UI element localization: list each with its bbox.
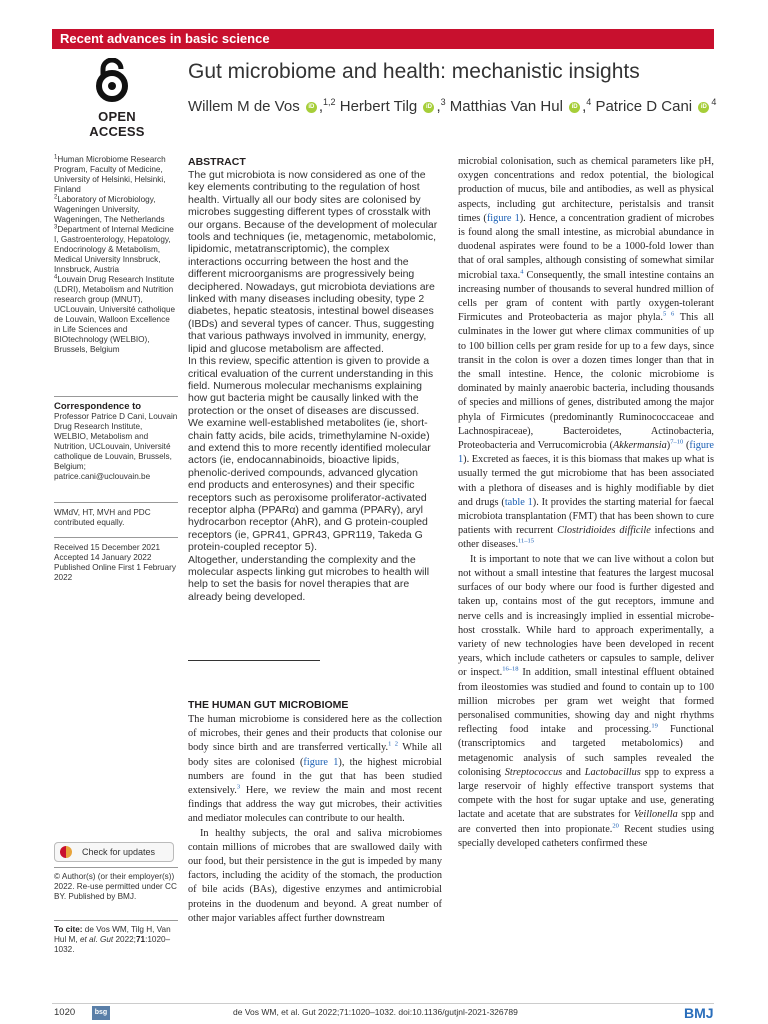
bmj-logo: BMJ [684,1005,714,1021]
cite-volume: 71 [135,935,146,944]
correspondence [54,402,178,482]
text-run: and [562,766,585,778]
text-run: This all culminates in the lower gut where climax communities of up to 100 billion cells per gram reside for up to a few days, since transit in the colon is over a dozen times longer than that in the small intestine. Hence, the colonic microbiome is dominated by mainly anaerobic bacteria, including thousands of species and millions of genes, distributed among the major phyla of Firmicutes (predominantly Ruminococcaceae and Lachnospiraceae), Bacteroidetes, Actinobacteria, Proteobacteria and Verrucomicrobia ( [458,312,715,452]
body-column-left [188,713,442,926]
author-name[interactable]: Herbert Tilg [339,98,418,115]
affiliation-text: Laboratory of Microbiology, Wageningen University, Wageningen, The Netherlands [54,195,165,224]
text-run: The human microbiome is considered here as the collection of microbes, their genes and their products that colonise our body since birth and are transferred vertically. [188,714,442,754]
text-run: While all body sites are colonised ( [188,742,442,768]
abstract-paragraph: The gut microbiota is now considered as one of the key elements contributing to the regulation of host health. Virtually all our body sites are colonised by microbes suggesting different types of crosstalk with our organs. Because of the development of molecular tools and techniques (ie, metagenomic, metabolomic, lipidomic, metatranscriptomic), the complex interactions occurring between the host and the different microorganisms are progressively being deciphered. Nowadays, gut microbiota deviations are linked with many diseases including obesity, type 2 diabetes, hepatic steatosis, intestinal bowel diseases (IBDs) and several types of cancer. Thus, suggesting that various pathways involved in immunity, energy, lipid and glucose metabolism are affected. [188,169,438,355]
divider [54,396,178,397]
orcid-icon[interactable]: iD [569,102,580,113]
cite-journal: Gut [99,935,114,944]
reference-link[interactable]: 4 [520,268,524,276]
page-number: 1020 [54,1007,76,1018]
affiliation-number: 1 [54,154,58,161]
author-list [188,98,716,115]
abstract-paragraph: We examine well-established metabolites (ie, short-chain fatty acids, bile acids, trimethylamine N-oxide) and extend this to more recently identified molecular actors (ie, endocannabinoids, bioactive lipids, phenolic-derived compounds, advanced glycation end products and enterosynes) and their specific receptors such as peroxisome proliferator-activated receptor alpha (PPARα) and gamma (PPARγ), aryl hydrocarbon receptor (AhR), and G protein-coupled receptors (ie, GPR41, GPR43, GPR119, Takeda G protein-coupled receptor 5). [188,417,431,554]
crossmark-icon [60,846,72,858]
text-run: Functional (transcriptomics and targeted metabolomics) and metagenomic analysis of such samples revealed the colonising [458,724,714,778]
cite-text: de Vos WM, Tilg H, Van Hul M, [54,925,171,944]
text-run: ). Hence, a concentration gradient of microbes is found along the small intestine, as microbial abundance in duodenal aspirates were found to be a 1000-fold lower than that of oral samples, although consisting of somewhat similar microbial taxa. [458,212,715,281]
check-for-updates-label: Check for updates [82,847,156,857]
text-run: It is important to note that we can live without a colon but not without a small intestine that features the largest mucosal surfaces of our body where our food is further digested and taken up, contains most of the gut receptors, immune and nerve cells and is increasingly implied in essential microbe-host crosstalk. While hard to approach experimentally, a variety of new technologies have been developed in recent years, which include catheters or capsules to sample, deliver or inspect. [458,553,714,679]
author-affiliation-sup: 4 [711,97,717,107]
affiliation-number: 2 [54,194,58,201]
affiliation-text: Human Microbiome Research Program, Faculty of Medicine, University of Helsinki, Helsinki, Finland [54,155,166,194]
text-run: In addition, small intestinal effluent obtained from ileostomies was studied and found to contain up to 100 million microbes per gram wet weight that formed personalised communities, showing day and night rhythms reflecting food intake and processing. [458,667,714,736]
abstract-heading: ABSTRACT [188,156,246,168]
author-affiliation-sup: 4 [586,97,592,107]
text-italic: Veillonella [633,809,678,821]
divider [54,502,178,503]
affiliation-number: 3 [54,224,58,231]
citation-box [54,925,178,955]
text-run: spp to express a large reservoir of highly effective transport systems that compete with the host for sugar uptake and use, generating lactate and acetate that are substrates for [458,766,715,821]
article-title: Gut microbiome and health: mechanistic insights [188,60,640,83]
text-italic: Clostridioides difficile [557,525,651,537]
body-paragraph [188,713,442,827]
reference-link[interactable]: 11–15 [518,538,535,546]
author-name[interactable]: Matthias Van Hul [449,98,563,115]
affiliation-item [54,275,178,355]
orcid-icon[interactable]: iD [306,102,317,113]
author-separator: , [582,98,587,115]
footer-citation[interactable]: de Vos WM, et al. Gut 2022;71:1020–1032. doi:10.1136/gutjnl-2021-326789 [233,1007,518,1017]
text-run: ( [683,440,690,452]
reference-link[interactable]: 3 [236,783,241,791]
divider [54,537,178,538]
author-separator: , [318,98,324,115]
text-run: ), the highest microbial numbers are found in the gut that has been studied extensively. [188,756,442,797]
footer-divider [52,1003,714,1004]
bsg-logo: bsg [92,1006,110,1020]
abstract-paragraph: Altogether, understanding the complexity and the molecular aspects linking gut microbes to health will help to set the basis for novel therapies that are already being developed. [188,553,430,603]
text-run: spp and are converted then into propionate. [458,809,714,835]
divider [54,867,178,868]
author-separator: , [436,98,441,115]
cite-text: . [95,935,100,944]
body-paragraph [458,155,714,553]
cite-text: :1020–1032. [54,935,171,954]
text-italic: Akkermansia [613,440,667,452]
reference-link[interactable]: 20 [612,822,619,830]
affiliation-text: Louvain Drug Research Institute (LDRI), Metabolism and Nutrition research group (MNUT), UCLouvain, Université catholique de Louvain, Walloon Excellence in Life Sciences and BIOtechnology (WELBIO), Brussels, Belgium [54,275,176,354]
figure-link[interactable]: figure 1 [458,440,714,466]
text-run: ). It provides the starting material for faecal microbiota transplantation (FMT) that has been shown to cure patients with recurrent [458,496,715,537]
divider [54,920,178,921]
body-column-right [458,155,714,851]
body-paragraph [458,553,714,851]
orcid-icon[interactable]: iD [698,102,709,113]
table-link[interactable]: table 1 [504,496,533,508]
affiliations [54,155,178,355]
author-name[interactable]: Patrice D Cani [595,98,693,115]
check-for-updates-button[interactable] [54,842,174,862]
affiliation-text: Department of Internal Medicine I, Gastroenterology, Hepatology, Endocrinology & Metabolism, Medical University Innsbruck, Innsbruck, Austria [54,225,174,274]
affiliation-item [54,155,178,195]
cite-etal: et al [79,935,96,944]
open-access-icon [92,58,132,104]
text-run: microbial colonisation, such as chemical parameters like pH, oxygen concentrations and redox potential, the biological production of mucus, bile and antibodies, as well as physical aspects, including gut architecture, peristalsis and transit times ( [458,156,714,224]
figure-link[interactable]: figure 1 [303,756,339,768]
reference-link[interactable]: 1 2 [388,740,399,748]
text-run: Recent studies using specially developed catheters confirmed these [458,823,714,849]
correspondence-text[interactable]: Professor Patrice D Cani, Louvain Drug Research Institute, WELBIO, Metabolism and Nutrition, UCLouvain, Université catholique de Louvain, Brussels, Belgium; patrice.cani@uclouvain.be [54,412,178,481]
date-published: Published Online First 1 February 2022 [54,563,176,582]
section-banner: Recent advances in basic science [52,29,714,49]
author-affiliation-sup: 3 [440,97,446,107]
cite-text: 2022; [113,935,136,944]
correspondence-heading: Correspondence to [54,401,142,412]
abstract-body [188,169,438,603]
cite-label: To cite: [54,925,83,934]
body-paragraph: In healthy subjects, the oral and saliva microbiomes contain millions of microbes that are swallowed daily with our food, but their persistence in the gut is impeded by many factors, including the acidity of the stomach, the production of bile acids (BAs), digestive enzymes and antimicrobial proteins in the duodenum and beyond. A great number of other major variables affect further downstream [188,827,442,924]
text-italic: Lactobacillus [584,766,641,778]
text-run: ). Excreted as faeces, it is this biomass that makes up what is usually termed the gut microbiome that has been associated with a plethora of diseases and is highly modifiable by diet and drugs ( [458,454,714,508]
open-access-label: OPEN ACCESS [89,109,145,139]
reference-link[interactable]: 5 6 [662,310,675,318]
reference-link[interactable]: 7–10 [670,438,684,446]
section-heading: THE HUMAN GUT MICROBIOME [188,699,349,711]
text-run: ) [666,440,671,452]
reference-link[interactable]: 16–18 [502,665,519,673]
text-run: Consequently, the small intestine contains an increasing number of thousands to several hundred million of cells per gram of content with partly oxygen-tolerant Firmicutes and Proteobacteria as major phyla. [458,269,714,324]
orcid-icon[interactable]: iD [423,102,434,113]
affiliation-item [54,195,178,225]
text-run: infections and other diseases. [458,525,715,551]
date-accepted: Accepted 14 January 2022 [54,553,152,562]
author-name[interactable]: Willem M de Vos [188,98,300,115]
dates [54,543,178,583]
text-italic: Streptococcus [504,766,563,778]
contribution-note: WMdV, HT, MVH and PDC contributed equally. [54,508,151,527]
copyright-notice: © Author(s) (or their employer(s)) 2022. Re-use permitted under CC BY. Published by BMJ. [54,872,177,901]
author-affiliation-sup: 1,2 [323,97,336,107]
date-received: Received 15 December 2021 [54,543,161,552]
affiliation-item [54,225,178,275]
figure-link[interactable]: figure 1 [486,212,520,224]
reference-link[interactable]: 19 [651,722,658,730]
text-run: Here, we review the main and most recent findings that address the way gut microbes, their activities and mediator molecules can contribute to our health. [188,785,442,825]
abstract-paragraph: In this review, specific attention is given to provide a critical evaluation of the current understanding in this field. Numerous molecular mechanisms explaining how gut bacteria might be causally linked with the protection or the onset of diseases are discussed. [188,355,434,417]
abstract-divider [188,660,320,661]
affiliation-number: 4 [54,274,58,281]
